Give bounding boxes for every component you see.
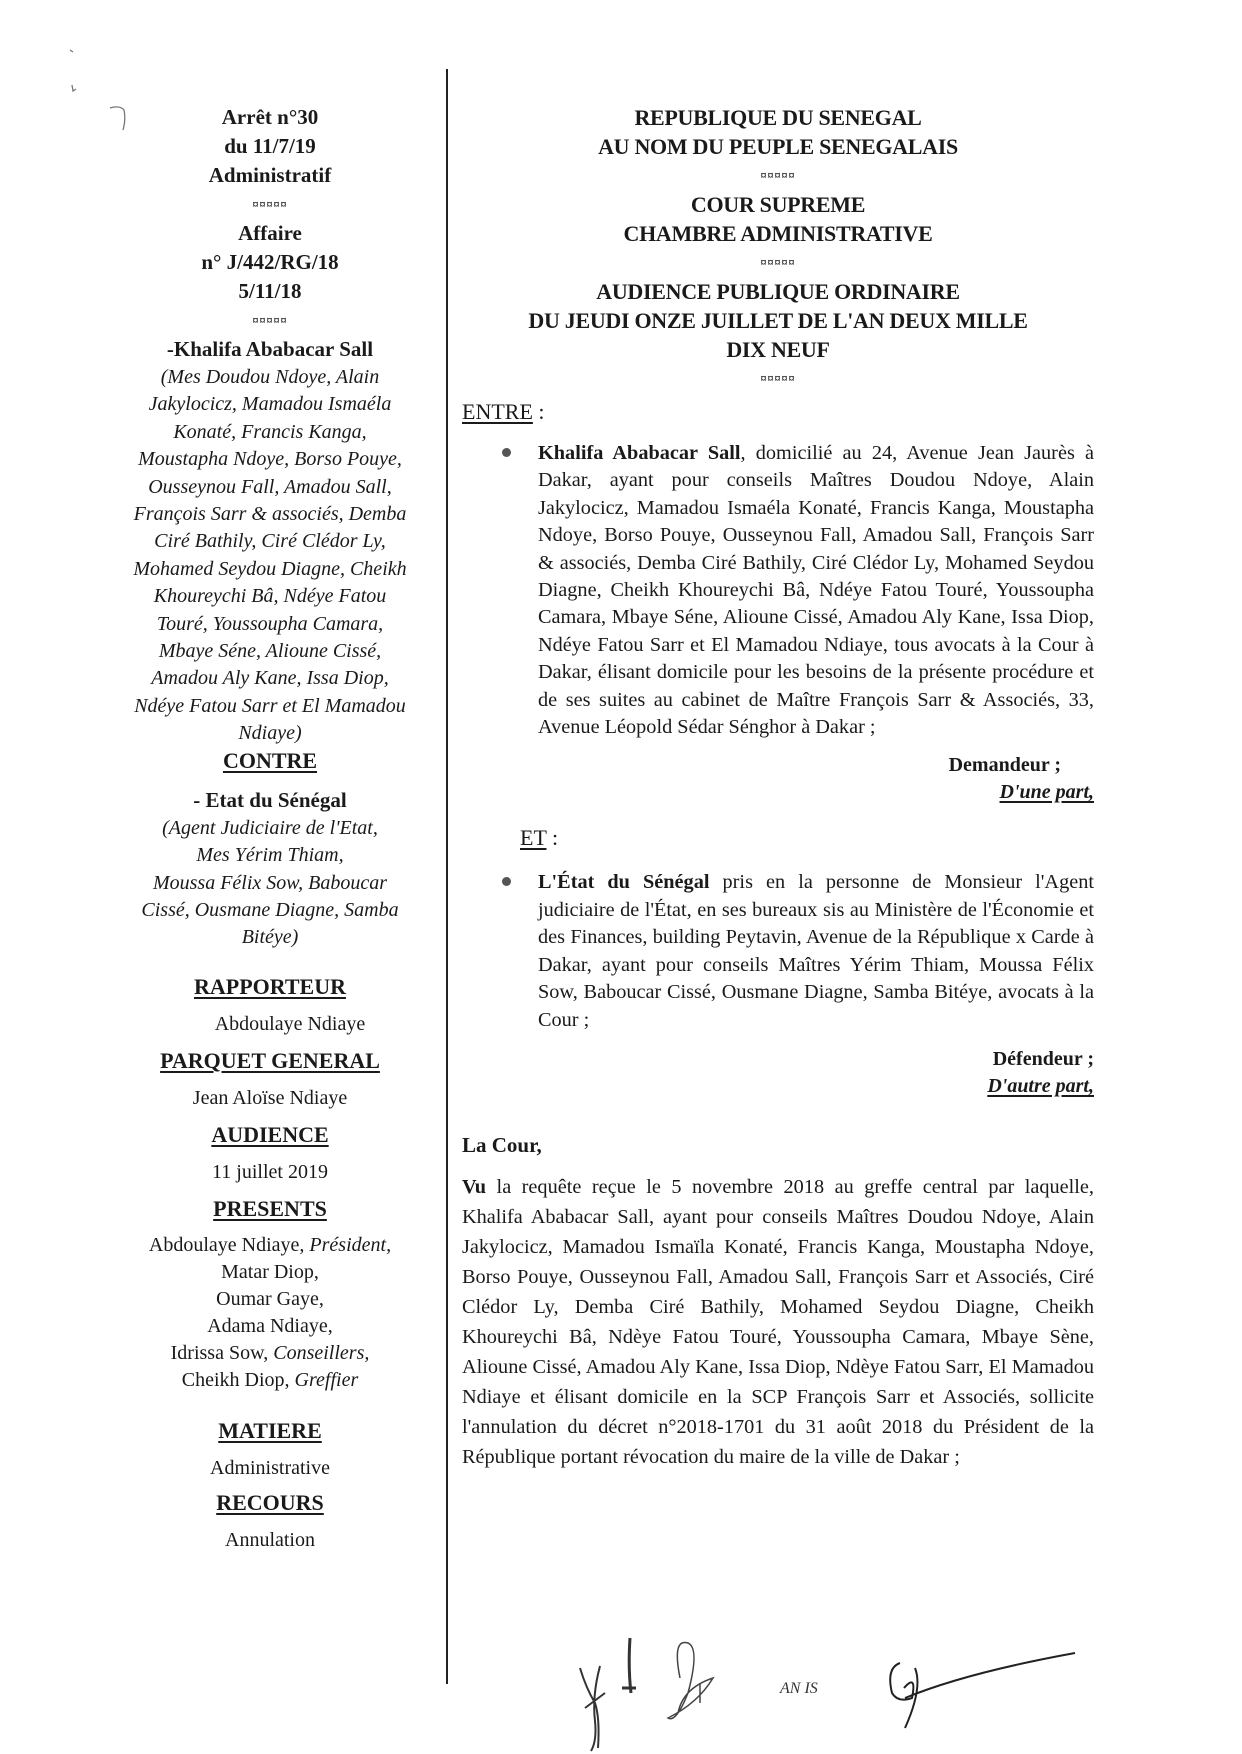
plaintiff-counsel-list — [100, 364, 440, 748]
plaintiff-role: Demandeur ; — [948, 754, 1061, 777]
column-divider — [446, 69, 448, 1684]
counsel-line: Moustapha Ndoye, Borso Pouye, — [138, 448, 402, 471]
counsel-line: Mbaye Séne, Alioune Cissé, — [158, 640, 382, 663]
audience-line-3: DIX NEUF — [726, 337, 830, 362]
present-member — [100, 1313, 440, 1340]
audience-line-2: DU JEUDI ONZE JUILLET DE L'AN DEUX MILLE — [528, 308, 1028, 333]
arret-type: Administratif — [208, 163, 332, 187]
court-header — [462, 103, 1094, 393]
member-name: Idrissa Sow, — [170, 1341, 274, 1364]
ornament-divider: ¤¤¤¤¤ — [760, 168, 796, 182]
counsel-line: Ndéye Fatou Sarr et El Mamadou — [134, 694, 406, 717]
counsel-line: Konaté, Francis Kanga, — [173, 420, 367, 443]
ornament-divider: ¤¤¤¤¤ — [760, 371, 796, 385]
vu-text: la requête reçue le 5 novembre 2018 au greffe central par laquelle, Khalifa Ababacar Sall, ayant pour conseils Maîtres Doudou Ndoye, Alain Jakylocicz, Mamadou Ismaïla Konaté, Francis Kanga, Moustapha Ndoye, Borso Pouye, Ousseynou Fall, Amadou Sall, François Sarr et Associés, Ciré Clédor Ly, Demba Ciré Bathily, Mohamed Seydou Diagne, Cheikh Khoureychi Bâ, Ndèye Fatou Touré, Youssoupha Camara, Mbaye Sène, Alioune Cissé, Amadou Aly Kane, Issa Diop, Ndèye Fatou Sarr, El Mamadou Ndiaye et élisant domicile en la SCP François Sarr et Associés, sollicite l'annulation du décret n°2018-1701 du 31 août 2018 du Président de la République portant révocation du maire de la ville de Dakar ; — [462, 1175, 1094, 1468]
bullet-icon — [502, 448, 511, 457]
matiere-heading: MATIERE — [218, 1417, 322, 1443]
member-role: Conseillers, — [273, 1341, 370, 1364]
plaintiff-entry — [462, 440, 1094, 741]
present-member — [100, 1259, 440, 1286]
counsel-line: Jakylocicz, Mamadou Ismaéla — [148, 393, 392, 416]
arret-date: du 11/7/19 — [224, 134, 316, 158]
counsel-line: François Sarr & associés, Demba — [133, 503, 407, 526]
court-name: COUR SUPREME — [690, 192, 866, 217]
case-summary-column — [100, 103, 440, 1554]
rapporteur-name: Abdoulaye Ndiaye — [214, 1012, 366, 1035]
recours-value: Annulation — [225, 1528, 315, 1551]
defendant-counsel-list — [100, 815, 440, 952]
ornament-divider: ¤¤¤¤¤ — [760, 255, 796, 269]
affaire-date: 5/11/18 — [238, 279, 302, 303]
vu-paragraph — [462, 1172, 1094, 1472]
presents-heading: PRESENTS — [213, 1195, 327, 1221]
et-label: ET — [520, 825, 547, 851]
ornament-divider: ¤¤¤¤¤ — [252, 313, 288, 327]
parquet-heading: PARQUET GENERAL — [160, 1047, 380, 1073]
judgment-body — [462, 103, 1094, 1472]
la-cour-heading: La Cour, — [462, 1132, 542, 1157]
presents-list — [100, 1232, 440, 1394]
entre-label: ENTRE — [462, 399, 533, 424]
bullet-icon — [502, 877, 511, 886]
counsel-line: Touré, Youssoupha Camara, — [156, 612, 384, 635]
counsel-line: Moussa Félix Sow, Baboucar — [152, 871, 388, 894]
plaintiff-bold-name: Khalifa Ababacar Sall — [538, 442, 741, 464]
plaintiff-part: D'une part, — [999, 781, 1094, 804]
plaintiff-details: , domicilié au 24, Avenue Jean Jaurès à Dakar, ayant pour conseils Maîtres Doudou Ndoye, Alain Jakylocicz, Mamadou Ismaéla Konaté, Francis Kanga, Moustapha Ndoye, Borso Pouye, Ousseynou Fall, Amadou Sall, François Sarr & associés, Demba Ciré Bathily, Ciré Clédor Ly, Mohamed Seydou Diagne, Cheikh Khoureychi Bâ, Ndéye Fatou Touré, Youssoupha Camara, Mbaye Séne, Alioune Cissé, Amadou Aly Kane, Issa Diop, Ndéye Fatou Sarr et El Mamadou Ndiaye, tous avocats à la Cour à Dakar, élisant domicile pour les besoins de la présente procédure et de ses suites au cabinet de Maître François Sarr & Associés, 33, Avenue Léopold Sédar Sénghor à Dakar ; — [538, 442, 1094, 739]
republic-line: REPUBLIQUE DU SENEGAL — [634, 105, 922, 130]
handwritten-initials — [560, 1628, 1080, 1754]
defendant-part: D'autre part, — [987, 1074, 1094, 1097]
counsel-line: Cissé, Ousmane Diagne, Samba — [141, 898, 399, 921]
affaire-number: n° J/442/RG/18 — [201, 250, 339, 274]
plaintiff-name: -Khalifa Ababacar Sall — [166, 337, 374, 361]
contre-heading: CONTRE — [222, 747, 318, 773]
member-role: Greffier — [294, 1368, 359, 1391]
et-colon: : — [546, 825, 559, 851]
counsel-line: Ciré Bathily, Ciré Clédor Ly, — [154, 530, 386, 553]
counsel-line: Bitéye) — [241, 926, 299, 949]
present-member — [100, 1340, 440, 1367]
present-member — [100, 1367, 440, 1394]
member-name: Cheikh Diop, — [181, 1368, 295, 1391]
member-role: Président, — [309, 1233, 392, 1256]
counsel-line: (Mes Doudou Ndoye, Alain — [160, 366, 380, 388]
counsel-line: Ousseynou Fall, Amadou Sall, — [148, 475, 392, 498]
arret-number: Arrêt n°30 — [221, 105, 319, 129]
parquet-name: Jean Aloïse Ndiaye — [192, 1086, 348, 1109]
counsel-line: Ndiaye) — [238, 722, 302, 745]
audience-date: 11 juillet 2019 — [212, 1160, 328, 1183]
counsel-line: Amadou Aly Kane, Issa Diop, — [151, 667, 389, 690]
recours-heading: RECOURS — [216, 1489, 324, 1515]
audience-line-1: AUDIENCE PUBLIQUE ORDINAIRE — [596, 279, 960, 304]
entre-colon: : — [532, 399, 545, 424]
defendant-name: - Etat du Sénégal — [193, 787, 347, 812]
affaire-label: Affaire — [238, 221, 302, 245]
member-name: Abdoulaye Ndiaye, — [148, 1233, 310, 1256]
rapporteur-heading: RAPPORTEUR — [193, 973, 346, 999]
member-name: Oumar Gaye, — [216, 1287, 324, 1310]
counsel-line: Mohamed Seydou Diagne, Cheikh — [133, 557, 407, 580]
defendant-entry — [462, 869, 1094, 1033]
audience-heading: AUDIENCE — [211, 1121, 329, 1147]
present-member — [100, 1232, 440, 1259]
matiere-value: Administrative — [210, 1456, 330, 1479]
people-line: AU NOM DU PEUPLE SENEGALAIS — [598, 134, 958, 159]
defendant-bold-name: L'État du Sénégal — [538, 871, 710, 894]
counsel-line: Mes Yérim Thiam, — [196, 844, 344, 867]
counsel-line: (Agent Judiciaire de l'Etat, — [162, 816, 378, 839]
chamber-name: CHAMBRE ADMINISTRATIVE — [623, 221, 933, 246]
vu-label: Vu — [462, 1175, 487, 1198]
defendant-details: pris en la personne de Monsieur l'Agent judiciaire de l'État, en ses bureaux sis au Ministère de l'Économie et des Finances, building Peytavin, Avenue de la République x Carde à Dakar, ayant pour conseils Maîtres Yérim Thiam, Moussa Félix Sow, Baboucar Cissé, Ousmane Diagne, Samba Bitéye, avocats à la Cour ; — [538, 871, 1094, 1031]
member-name: Adama Ndiaye, — [207, 1314, 333, 1337]
member-name: Matar Diop, — [221, 1260, 319, 1283]
defendant-role: Défendeur ; — [992, 1047, 1094, 1070]
initials-text: AN IS — [780, 1680, 818, 1697]
present-member — [100, 1286, 440, 1313]
counsel-line: Khoureychi Bâ, Ndéye Fatou — [153, 585, 387, 608]
ornament-divider: ¤¤¤¤¤ — [252, 197, 288, 211]
